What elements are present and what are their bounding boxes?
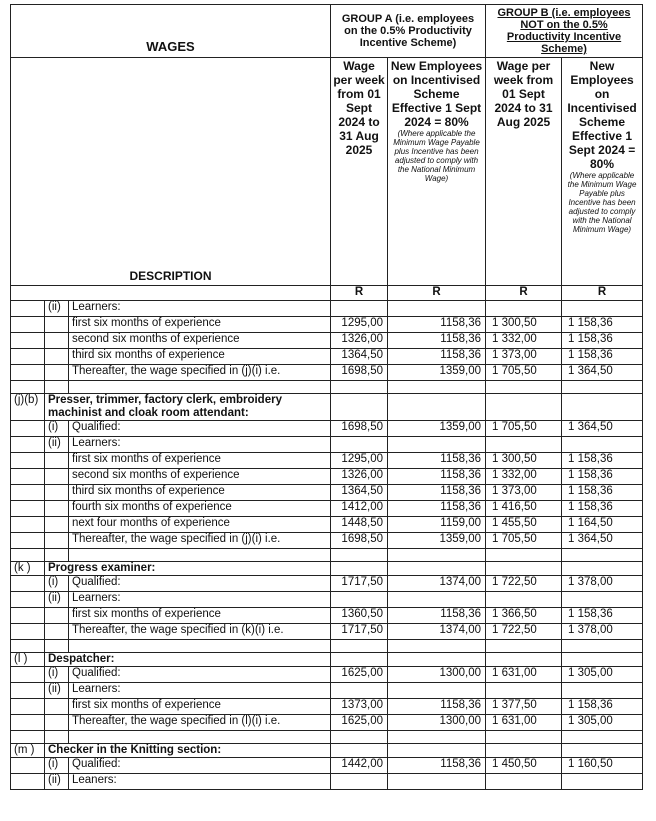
group-b-new-employee-wage-cell: 1 158,36 [562,485,643,501]
row-label: fourth six months of experience [69,501,331,517]
section-heading: Checker in the Knitting section: [45,744,331,758]
group-a-wage-cell: 1364,50 [331,485,388,501]
section-code: (k ) [11,562,45,576]
group-a-new-employee-wage-cell: 1300,00 [388,667,486,683]
group-a-new-employee-wage-cell: 1158,36 [388,333,486,349]
table-row [11,365,643,381]
section-code [11,624,45,640]
group-a-wage-cell: 1698,50 [331,421,388,437]
group-a-new-employee-wage-cell: 1300,00 [388,715,486,731]
group-b-wage-cell: 1 300,50 [486,317,562,333]
sub-item-code: (ii) [45,774,69,790]
group-b-new-employee-wage-cell: 1 158,36 [562,469,643,485]
empty-cell [486,653,562,667]
group-b-wage-cell [486,683,562,699]
spacer-row [11,381,643,394]
sub-item-code [45,317,69,333]
row-label: Thereafter, the wage specified in (l)(i) i.e. [69,715,331,731]
sub-item-code [45,715,69,731]
group-b-wage-cell: 1 705,50 [486,365,562,381]
empty-cell [388,744,486,758]
sub-item-code [45,517,69,533]
group-b-new-employee-wage-cell: 1 158,36 [562,349,643,365]
group-a-wage-cell: 1625,00 [331,667,388,683]
table-row [11,485,643,501]
spacer-row [11,731,643,744]
group-b-wage-cell: 1 722,50 [486,576,562,592]
row-label: Qualified: [69,758,331,774]
section-code: (j)(b) [11,394,45,421]
group-a-wage-cell: 1360,50 [331,608,388,624]
section-heading-row [11,653,643,667]
group-b-wage-cell [486,437,562,453]
group-a-new-employees-column-heading [388,58,486,286]
group-a-new-employee-wage-cell [388,592,486,608]
spacer-row [11,640,643,653]
group-a-wage-cell: 1448,50 [331,517,388,533]
section-code [11,485,45,501]
group-b-wage-cell: 1 332,00 [486,469,562,485]
empty-cell [69,731,331,744]
section-code [11,667,45,683]
row-label: Leaners: [69,774,331,790]
group-b-new-employee-wage-cell: 1 164,50 [562,517,643,533]
group-a-new-employee-wage-cell: 1158,36 [388,317,486,333]
table-row [11,774,643,790]
group-a-new-employee-wage-cell [388,774,486,790]
group-a-wage-cell [331,683,388,699]
group-a-new-employee-wage-cell: 1158,36 [388,469,486,485]
group-b-new-employee-wage-cell: 1 158,36 [562,333,643,349]
empty-cell [388,394,486,421]
sub-item-code [45,533,69,549]
row-label: first six months of experience [69,608,331,624]
row-label: Thereafter, the wage specified in (k)(i) i.e. [69,624,331,640]
section-code [11,683,45,699]
empty-cell [486,549,562,562]
group-a-new-employee-wage-cell: 1158,36 [388,608,486,624]
empty-cell [388,381,486,394]
table-row [11,683,643,699]
group-a-wage-column-heading: Wage per week from 01 Sept 2024 to 31 Aug 2025 [331,58,388,286]
group-b-new-employees-note: (Where applicable the Minimum Wage Payable plus Incentive has been adjusted to comply with the National Minimum Wage) [567,171,637,234]
section-code [11,349,45,365]
group-b-new-employee-wage-cell: 1 364,50 [562,365,643,381]
group-b-new-employee-wage-cell: 1 378,00 [562,624,643,640]
empty-cell [486,731,562,744]
empty-cell [331,731,388,744]
empty-cell [388,640,486,653]
sub-item-code [45,349,69,365]
empty-cell [45,381,69,394]
section-code [11,501,45,517]
empty-cell [331,653,388,667]
group-b-new-employee-wage-cell: 1 158,36 [562,608,643,624]
row-label: Qualified: [69,667,331,683]
group-b-new-employee-wage-cell: 1 305,00 [562,667,643,683]
sub-item-code: (ii) [45,683,69,699]
row-label: third six months of experience [69,349,331,365]
group-a-wage-cell: 1625,00 [331,715,388,731]
group-a-new-employee-wage-cell: 1374,00 [388,576,486,592]
sub-item-code: (i) [45,758,69,774]
table-row [11,517,643,533]
group-b-wage-cell: 1 722,50 [486,624,562,640]
group-a-wage-cell: 1717,50 [331,624,388,640]
sub-item-code [45,501,69,517]
empty-cell [486,744,562,758]
spacer-row [11,549,643,562]
table-row [11,437,643,453]
row-label: first six months of experience [69,453,331,469]
group-b-new-employee-wage-cell: 1 158,36 [562,501,643,517]
group-a-new-employee-wage-cell: 1359,00 [388,533,486,549]
row-label: Learners: [69,437,331,453]
group-b-new-employee-wage-cell: 1 158,36 [562,699,643,715]
empty-cell [562,562,643,576]
sub-item-code: (i) [45,421,69,437]
section-code [11,533,45,549]
empty-cell [69,381,331,394]
row-label: Thereafter, the wage specified in (j)(i) i.e. [69,365,331,381]
group-a-wage-cell: 1295,00 [331,317,388,333]
row-label: second six months of experience [69,469,331,485]
empty-cell [562,653,643,667]
group-b-new-employee-wage-cell: 1 160,50 [562,758,643,774]
group-b-new-employee-wage-cell: 1 158,36 [562,317,643,333]
sub-item-code: (ii) [45,592,69,608]
section-code [11,453,45,469]
empty-cell [486,394,562,421]
group-b-new-employees-column-heading [562,58,643,286]
section-code [11,469,45,485]
group-a-new-employee-wage-cell [388,683,486,699]
wage-table [10,4,643,790]
group-a-wage-cell: 1698,50 [331,533,388,549]
table-row [11,592,643,608]
section-code [11,715,45,731]
unit-row-blank [11,286,331,301]
wages-heading: WAGES [11,5,331,58]
table-row [11,608,643,624]
empty-cell [45,640,69,653]
group-a-new-employees-title: New Employees on Incentivised Scheme Effective 1 Sept 2024 = 80% [390,59,483,129]
group-a-wage-cell [331,774,388,790]
group-a-wage-cell: 1326,00 [331,469,388,485]
section-code [11,699,45,715]
sub-item-code [45,699,69,715]
group-b-new-employee-wage-cell [562,301,643,317]
section-code [11,774,45,790]
empty-cell [11,549,45,562]
group-b-wage-cell: 1 332,00 [486,333,562,349]
group-b-wage-column-heading: Wage per week from 01 Sept 2024 to 31 Aug 2025 [486,58,562,286]
empty-cell [11,381,45,394]
table-row [11,699,643,715]
group-a-new-employee-wage-cell: 1158,36 [388,485,486,501]
empty-cell [562,731,643,744]
section-code [11,517,45,533]
row-label: first six months of experience [69,699,331,715]
section-code [11,421,45,437]
table-row [11,333,643,349]
sub-item-code [45,469,69,485]
group-b-new-employee-wage-cell [562,774,643,790]
group-b-wage-cell: 1 631,00 [486,715,562,731]
group-b-wage-cell [486,592,562,608]
group-a-new-employee-wage-cell: 1158,36 [388,699,486,715]
empty-cell [486,640,562,653]
sub-item-code [45,333,69,349]
group-b-new-employee-wage-cell [562,592,643,608]
empty-cell [11,640,45,653]
group-b-new-employee-wage-cell: 1 364,50 [562,533,643,549]
group-a-new-employees-note: (Where applicable the Minimum Wage Payable plus Incentive has been adjusted to comply with the National Minimum Wage) [393,129,480,183]
row-label: Learners: [69,301,331,317]
empty-cell [331,744,388,758]
table-row [11,453,643,469]
group-a-new-employee-wage-cell: 1158,36 [388,501,486,517]
empty-cell [331,640,388,653]
group-b-wage-cell [486,301,562,317]
empty-cell [45,731,69,744]
group-b-wage-cell: 1 455,50 [486,517,562,533]
group-b-new-employee-wage-cell: 1 305,00 [562,715,643,731]
group-b-wage-cell: 1 416,50 [486,501,562,517]
row-label: Qualified: [69,421,331,437]
row-label: Thereafter, the wage specified in (j)(i) i.e. [69,533,331,549]
section-code: (m ) [11,744,45,758]
table-row [11,421,643,437]
group-a-wage-cell: 1717,50 [331,576,388,592]
group-a-wage-cell [331,437,388,453]
section-heading: Despatcher: [45,653,331,667]
empty-cell [331,549,388,562]
unit-label: R [562,286,643,301]
empty-cell [486,562,562,576]
group-a-wage-cell [331,592,388,608]
section-code [11,301,45,317]
group-a-new-employee-wage-cell: 1158,36 [388,453,486,469]
sub-item-code: (ii) [45,301,69,317]
table-row [11,469,643,485]
section-code [11,576,45,592]
description-heading: DESCRIPTION [11,58,331,286]
section-heading-row [11,744,643,758]
section-code [11,365,45,381]
group-b-new-employee-wage-cell: 1 158,36 [562,453,643,469]
group-a-wage-cell: 1698,50 [331,365,388,381]
empty-cell [69,549,331,562]
group-a-new-employee-wage-cell [388,301,486,317]
group-a-new-employee-wage-cell: 1159,00 [388,517,486,533]
empty-cell [331,562,388,576]
group-a-new-employee-wage-cell: 1374,00 [388,624,486,640]
group-b-wage-cell: 1 373,00 [486,349,562,365]
row-label: Learners: [69,683,331,699]
sub-item-code [45,624,69,640]
group-a-new-employee-wage-cell: 1359,00 [388,421,486,437]
group-b-wage-cell: 1 373,00 [486,485,562,501]
row-label: third six months of experience [69,485,331,501]
section-code [11,317,45,333]
group-b-new-employee-wage-cell [562,437,643,453]
table-row [11,576,643,592]
group-a-heading: GROUP A (i.e. employees on the 0.5% Productivity Incentive Scheme) [331,5,486,58]
table-row [11,667,643,683]
group-b-wage-cell [486,774,562,790]
table-row [11,317,643,333]
table-row [11,501,643,517]
unit-label: R [486,286,562,301]
section-heading: Presser, trimmer, factory clerk, embroidery machinist and cloak room attendant: [45,394,331,421]
group-a-wage-cell: 1373,00 [331,699,388,715]
group-a-new-employee-wage-cell: 1359,00 [388,365,486,381]
row-label: Learners: [69,592,331,608]
section-code [11,592,45,608]
table-row [11,349,643,365]
table-row [11,533,643,549]
section-heading: Progress examiner: [45,562,331,576]
group-b-wage-cell: 1 705,50 [486,421,562,437]
group-a-wage-cell: 1364,50 [331,349,388,365]
group-b-new-employee-wage-cell: 1 378,00 [562,576,643,592]
empty-cell [486,381,562,394]
empty-cell [562,394,643,421]
empty-cell [11,731,45,744]
empty-cell [562,381,643,394]
group-b-wage-cell: 1 300,50 [486,453,562,469]
section-code [11,758,45,774]
row-label: first six months of experience [69,317,331,333]
empty-cell [45,549,69,562]
group-a-wage-cell: 1412,00 [331,501,388,517]
group-a-new-employee-wage-cell [388,437,486,453]
group-a-wage-cell: 1442,00 [331,758,388,774]
group-a-new-employee-wage-cell: 1158,36 [388,349,486,365]
section-heading-row [11,562,643,576]
unit-label: R [388,286,486,301]
sub-item-code: (i) [45,576,69,592]
sub-item-code [45,365,69,381]
group-a-wage-cell: 1295,00 [331,453,388,469]
group-a-wage-cell: 1326,00 [331,333,388,349]
group-b-wage-cell: 1 377,50 [486,699,562,715]
row-label: Qualified: [69,576,331,592]
row-label: next four months of experience [69,517,331,533]
empty-cell [331,381,388,394]
group-b-new-employee-wage-cell: 1 364,50 [562,421,643,437]
sub-item-code [45,485,69,501]
sub-item-code: (ii) [45,437,69,453]
group-b-wage-cell: 1 705,50 [486,533,562,549]
empty-cell [331,394,388,421]
empty-cell [388,653,486,667]
unit-label: R [331,286,388,301]
sub-item-code [45,608,69,624]
section-code [11,437,45,453]
empty-cell [562,744,643,758]
section-heading-row [11,394,643,421]
empty-cell [562,549,643,562]
sub-item-code: (i) [45,667,69,683]
group-b-new-employees-title: New Employees on Incentivised Scheme Effective 1 Sept 2024 = 80% [567,59,637,171]
table-row [11,758,643,774]
table-row [11,715,643,731]
empty-cell [562,640,643,653]
group-b-wage-cell: 1 450,50 [486,758,562,774]
table-row [11,301,643,317]
group-a-wage-cell [331,301,388,317]
empty-cell [69,640,331,653]
group-b-heading: GROUP B (i.e. employees NOT on the 0.5% Productivity Incentive Scheme) [486,5,643,58]
empty-cell [388,562,486,576]
section-code [11,608,45,624]
group-b-new-employee-wage-cell [562,683,643,699]
empty-cell [388,731,486,744]
section-code: (l ) [11,653,45,667]
group-b-wage-cell: 1 631,00 [486,667,562,683]
empty-cell [388,549,486,562]
row-label: second six months of experience [69,333,331,349]
section-code [11,333,45,349]
group-b-wage-cell: 1 366,50 [486,608,562,624]
group-a-new-employee-wage-cell: 1158,36 [388,758,486,774]
sub-item-code [45,453,69,469]
table-row [11,624,643,640]
